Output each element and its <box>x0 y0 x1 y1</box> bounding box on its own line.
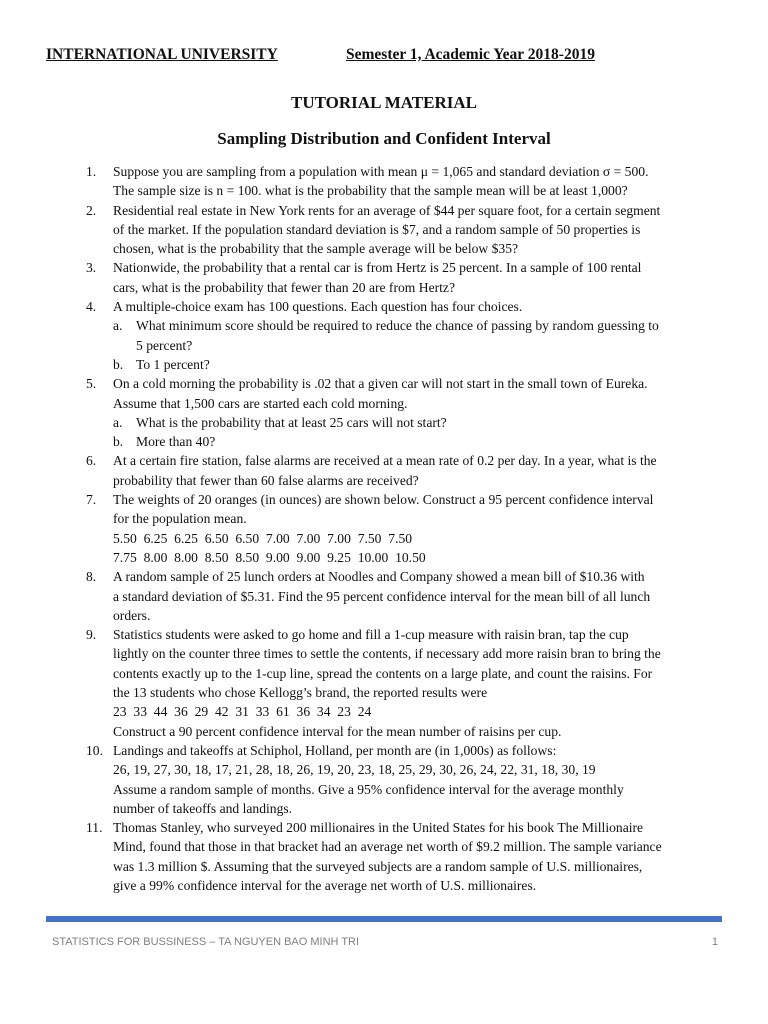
sub-question-text-line: 5 percent? <box>136 337 193 353</box>
question-text-line: Suppose you are sampling from a population with mean μ = 1,065 and standard deviation σ = 500. <box>113 164 649 179</box>
question-text-line: Nationwide, the probability that a rental car is from Hertz is 25 percent. In a sample of 100 rental <box>113 260 642 276</box>
sub-question-text-line: More than 40? <box>136 434 216 450</box>
question-text-line: A random sample of 25 lunch orders at Noodles and Company showed a mean bill of $10.36 with <box>113 569 645 585</box>
university-name: INTERNATIONAL UNIVERSITY <box>46 46 278 63</box>
sub-question-item <box>113 432 726 451</box>
question-text-line: number of takeoffs and landings. <box>113 800 293 816</box>
document-title: TUTORIAL MATERIAL <box>291 93 477 112</box>
question-number: 6. <box>86 453 97 469</box>
sub-question-letter: a. <box>113 318 123 334</box>
question-item <box>86 162 726 201</box>
question-text-line: give a 99% confidence interval for the average net worth of U.S. millionaires. <box>113 877 537 893</box>
question-text-line: 26, 19, 27, 30, 18, 17, 21, 28, 18, 26, 19, 20, 23, 18, 25, 29, 30, 26, 24, 22, 31, 18, 30, 19 <box>113 762 596 778</box>
question-item <box>86 818 726 895</box>
question-text-line: At a certain fire station, false alarms are received at a mean rate of 0.2 per day. In a year, what is the <box>113 453 657 469</box>
question-item <box>86 625 726 741</box>
question-text-line: Mind, found that those in that bracket had an average net worth of $9.2 million. The sample variance <box>113 839 662 855</box>
question-number: 2. <box>86 202 97 218</box>
question-text-line: 7.75 8.00 8.00 8.50 8.50 9.00 9.00 9.25 10.00 10.50 <box>113 549 426 565</box>
question-number: 1. <box>86 164 97 179</box>
footer-rule <box>46 916 722 922</box>
sub-question-item <box>113 413 726 432</box>
question-item <box>86 567 726 625</box>
question-item <box>86 258 726 297</box>
sub-question-text-line: What is the probability that at least 25 cars will not start? <box>136 414 447 430</box>
question-text-line: orders. <box>113 607 151 623</box>
question-text-line: Assume a random sample of months. Give a 95% confidence interval for the average monthly <box>113 781 624 797</box>
question-text-line: A multiple-choice exam has 100 questions. Each question has four choices. <box>113 299 523 315</box>
question-item <box>86 297 726 374</box>
question-text-line: was 1.3 million $. Assuming that the surveyed subjects are a random sample of U.S. millionaires, <box>113 858 643 874</box>
question-item <box>86 451 726 490</box>
question-text-line: a standard deviation of $5.31. Find the 95 percent confidence interval for the mean bill of all lunch <box>113 588 651 604</box>
question-text-line: cars, what is the probability that fewer than 20 are from Hertz? <box>113 279 455 295</box>
question-number: 9. <box>86 627 97 643</box>
sub-question-letter: b. <box>113 356 124 372</box>
question-text-line: The weights of 20 oranges (in ounces) are shown below. Construct a 95 percent confidence interval <box>113 492 654 508</box>
question-number: 5. <box>86 376 97 392</box>
question-text-line: On a cold morning the probability is .02 that a given car will not start in the small town of Eureka. <box>113 376 648 392</box>
question-item <box>86 490 726 567</box>
document-subtitle: Sampling Distribution and Confident Interval <box>217 129 551 148</box>
question-item <box>86 374 726 451</box>
question-list <box>86 162 726 895</box>
question-number: 11. <box>86 820 103 836</box>
footer-course: STATISTICS FOR BUSSINESS – TA NGUYEN BAO MINH TRI <box>52 936 360 948</box>
question-text-line: contents exactly up to the 1-cup line, spread the contents on a large plate, and count the raisins. For <box>113 665 653 681</box>
question-text-line: Statistics students were asked to go home and fill a 1-cup measure with raisin bran, tap the cup <box>113 627 629 643</box>
sub-question-item <box>113 355 726 374</box>
question-item <box>86 741 726 818</box>
question-item <box>86 201 726 259</box>
question-text-line: Landings and takeoffs at Schiphol, Holland, per month are (in 1,000s) as follows: <box>113 742 557 758</box>
question-text-line: Thomas Stanley, who surveyed 200 millionaires in the United States for his book The Millionaire <box>113 820 644 836</box>
question-text-line: chosen, what is the probability that the sample average will be below $35? <box>113 241 519 257</box>
question-text-line: Construct a 90 percent confidence interval for the mean number of raisins per cup. <box>113 723 562 739</box>
question-number: 3. <box>86 260 97 276</box>
question-text-line: Residential real estate in New York rents for an average of $44 per square foot, for a certain segment <box>113 202 661 218</box>
question-number: 10. <box>86 742 103 758</box>
question-text-line: for the population mean. <box>113 511 247 527</box>
question-number: 4. <box>86 299 97 315</box>
question-text-line: Assume that 1,500 cars are started each cold morning. <box>113 395 408 411</box>
sub-question-text-line: What minimum score should be required to reduce the chance of passing by random guessing to <box>136 318 659 334</box>
page-number: 1 <box>711 936 718 948</box>
question-text-line: the 13 students who chose Kellogg’s brand, the reported results were <box>113 685 488 701</box>
question-text-line: lightly on the counter three times to settle the contents, if necessary add more raisin bran to bring the <box>113 646 661 662</box>
question-text-line: 23 33 44 36 29 42 31 33 61 36 34 23 24 <box>113 704 372 720</box>
semester-info: Semester 1, Academic Year 2018-2019 <box>346 46 595 63</box>
question-number: 7. <box>86 492 97 508</box>
question-text-line: probability that fewer than 60 false alarms are received? <box>113 472 419 488</box>
question-text-line: of the market. If the population standard deviation is $7, and a random sample of 50 properties is <box>113 221 641 237</box>
question-number: 8. <box>86 569 97 585</box>
question-text-line: 5.50 6.25 6.25 6.50 6.50 7.00 7.00 7.00 7.50 7.50 <box>113 530 413 546</box>
sub-question-text-line: To 1 percent? <box>136 356 210 372</box>
sub-question-letter: a. <box>113 414 123 430</box>
sub-question-letter: b. <box>113 434 124 450</box>
question-text-line: The sample size is n = 100. what is the probability that the sample mean will be at least 1,000? <box>113 183 628 199</box>
sub-question-item <box>113 316 726 355</box>
